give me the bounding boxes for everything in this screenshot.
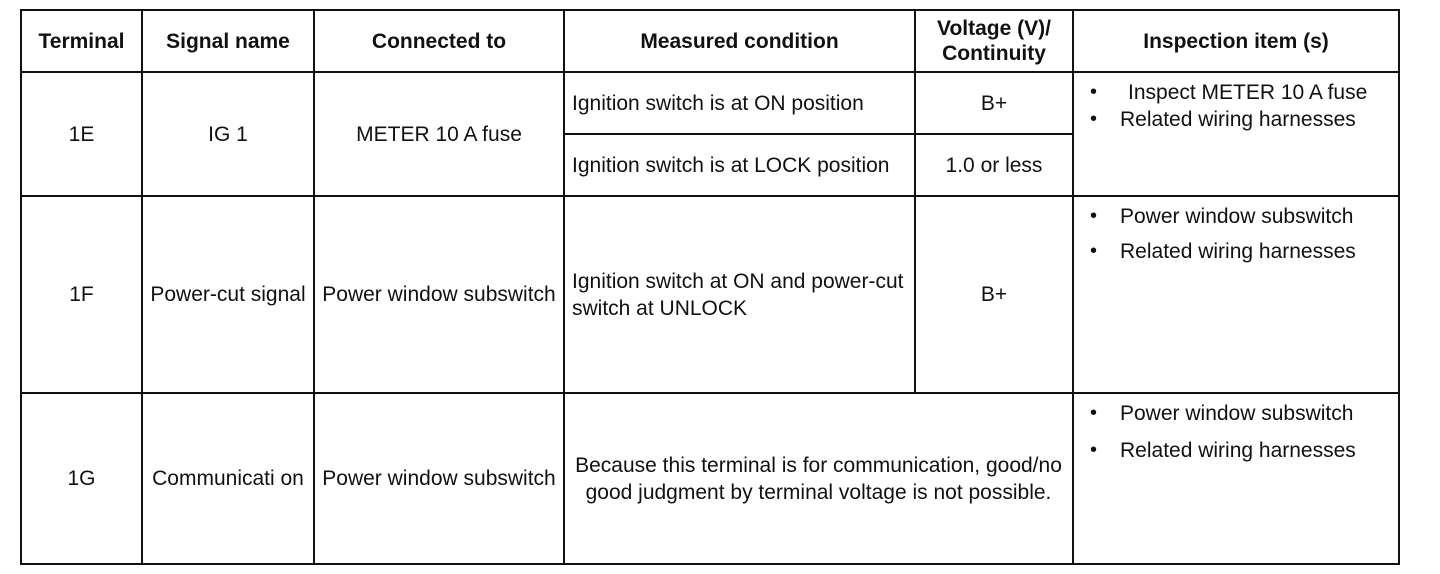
measured-condition-cell: Ignition switch is at LOCK position [564, 134, 915, 196]
signal-name-cell: Power-cut signal [142, 196, 314, 393]
measured-condition-cell: Ignition switch is at ON position [564, 72, 915, 134]
inspection-list [1088, 79, 1392, 133]
connected-to-cell: Power window subswitch [314, 393, 564, 564]
connected-to-cell: METER 10 A fuse [314, 72, 564, 196]
voltage-cell: 1.0 or less [915, 134, 1073, 196]
inspection-item [1088, 238, 1392, 265]
terminal-cell: 1F [21, 196, 142, 393]
header-terminal: Terminal [21, 10, 142, 72]
inspection-item [1088, 437, 1392, 464]
connected-to-cell: Power window subswitch [314, 196, 564, 393]
inspection-item-text: Related wiring harnesses [1120, 240, 1356, 263]
inspection-item-text: Power window subswitch [1120, 402, 1354, 425]
table-row [21, 72, 1399, 134]
inspection-cell [1073, 196, 1399, 393]
inspection-item [1088, 203, 1392, 230]
voltage-cell: B+ [915, 196, 1073, 393]
terminal-inspection-table [20, 9, 1400, 565]
inspection-item [1088, 400, 1392, 427]
signal-name-cell: Communicati on [142, 393, 314, 564]
inspection-item [1088, 79, 1392, 106]
header-row [21, 10, 1399, 72]
inspection-cell [1073, 393, 1399, 564]
inspection-item-text: Related wiring harnesses [1120, 108, 1356, 131]
terminal-cell: 1G [21, 393, 142, 564]
terminal-cell: 1E [21, 72, 142, 196]
header-voltage [915, 10, 1073, 72]
communication-note-cell: Because this terminal is for communication, good/no good judgment by terminal voltage is not possible. [564, 393, 1073, 564]
inspection-cell [1073, 72, 1399, 196]
header-inspection: Inspection item (s) [1073, 10, 1399, 72]
header-signal-name: Signal name [142, 10, 314, 72]
measured-condition-cell: Ignition switch at ON and power-cut switch at UNLOCK [564, 196, 915, 393]
inspection-list [1088, 203, 1392, 265]
header-voltage-line1: Voltage (V)/ [937, 17, 1051, 40]
table-row [21, 393, 1399, 564]
inspection-list [1088, 400, 1392, 464]
signal-name-cell: IG 1 [142, 72, 314, 196]
inspection-item-text: Related wiring harnesses [1120, 439, 1356, 462]
header-voltage-line2: Continuity [942, 42, 1046, 65]
inspection-item-text: Inspect METER 10 A fuse [1128, 81, 1368, 104]
header-connected-to: Connected to [314, 10, 564, 72]
table-row [21, 196, 1399, 393]
inspection-item-text: Power window subswitch [1120, 205, 1354, 228]
header-measured-condition: Measured condition [564, 10, 915, 72]
inspection-item [1088, 106, 1392, 133]
voltage-cell: B+ [915, 72, 1073, 134]
